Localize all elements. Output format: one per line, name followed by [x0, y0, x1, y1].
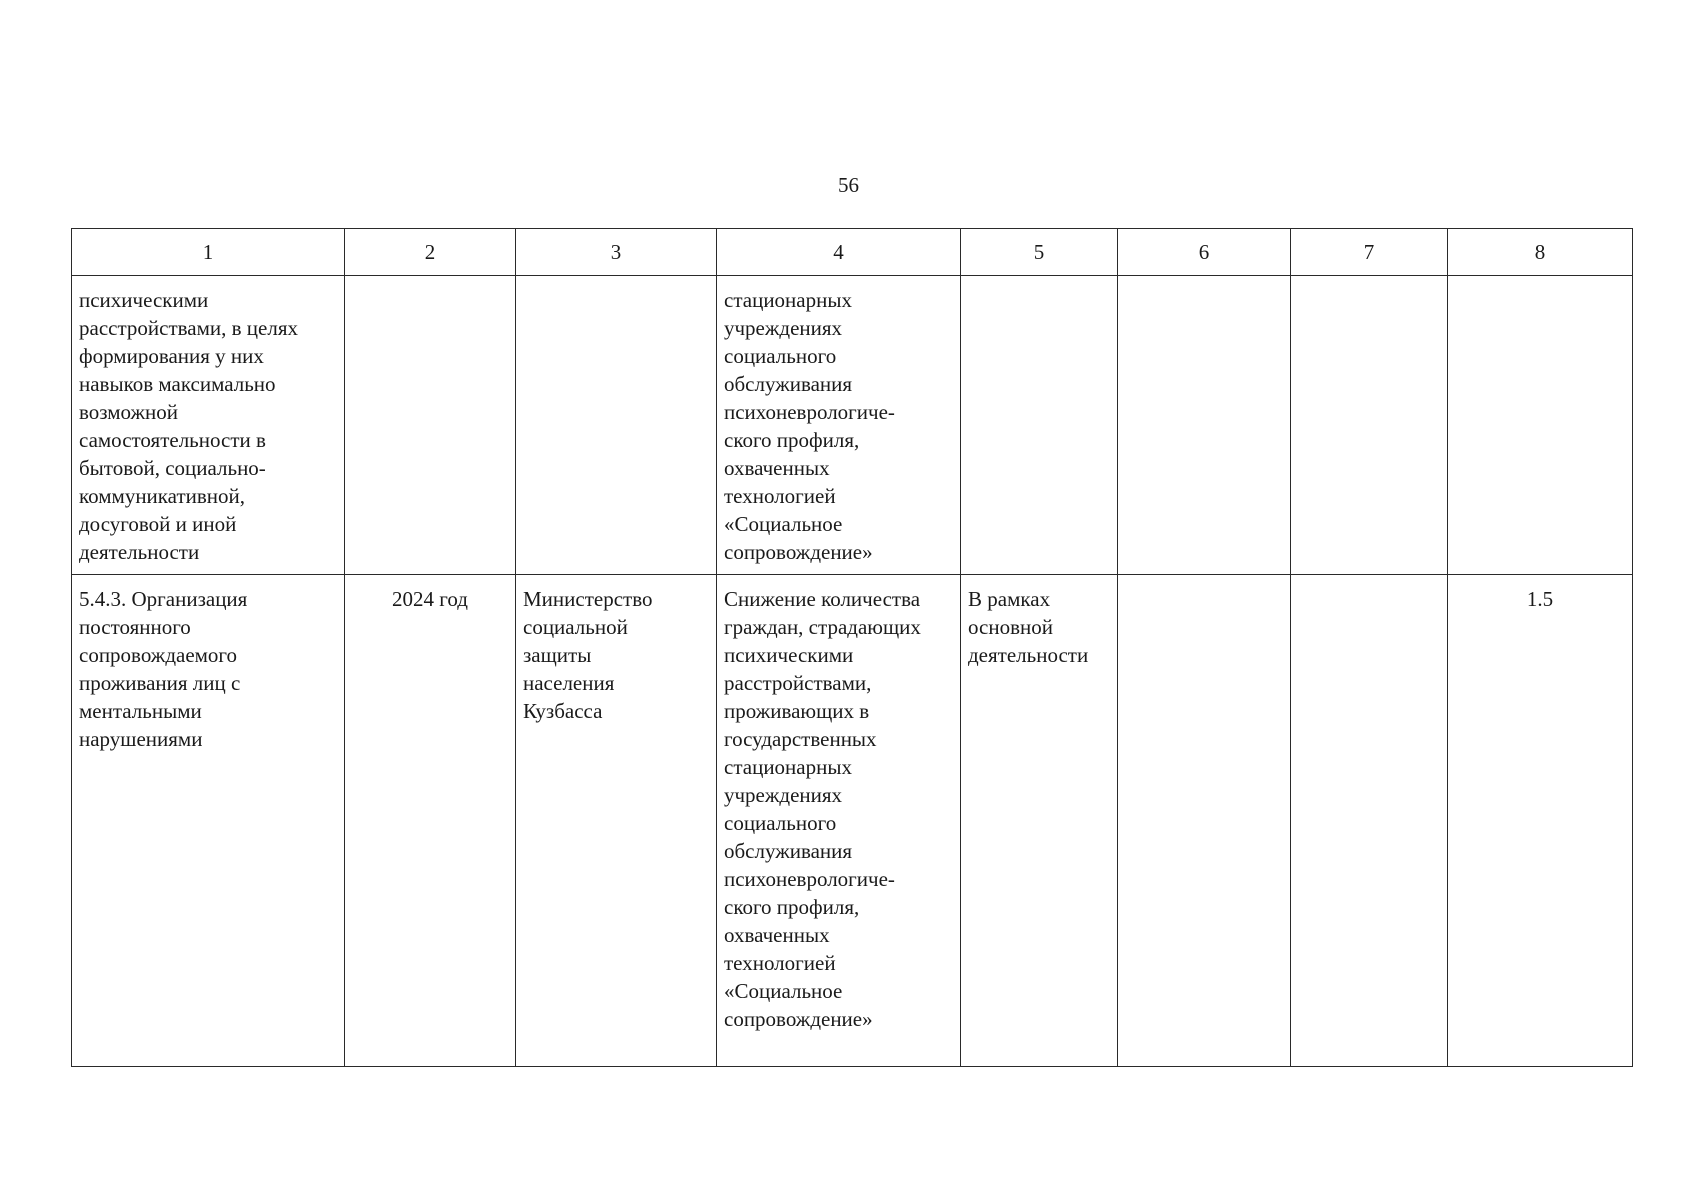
- row-1-result-cell: стационарных учреждениях социального обслуживания психоневрологиче- ского профиля, охваченных технологией «Социальное сопровождение»: [717, 276, 961, 575]
- row-1-term-cell: [345, 276, 516, 575]
- header-cell-5: 5: [961, 229, 1118, 276]
- header-cell-4: 4: [717, 229, 961, 276]
- row-2-col7-cell: [1291, 575, 1448, 1067]
- row-2-executor-cell: Министерство социальной защиты населения Кузбасса: [516, 575, 717, 1067]
- row-2-measure-cell: 5.4.3. Организация постоянного сопровождаемого проживания лиц с ментальными нарушениями: [72, 575, 345, 1067]
- measures-table: [71, 228, 1633, 1067]
- table-header-row: [72, 229, 1633, 276]
- row-2-term-cell: 2024 год: [345, 575, 516, 1067]
- table-row: [72, 276, 1633, 575]
- header-cell-8: 8: [1448, 229, 1633, 276]
- table-row: [72, 575, 1633, 1067]
- row-2-funding-cell: В рамках основной деятельности: [961, 575, 1118, 1067]
- header-cell-6: 6: [1118, 229, 1291, 276]
- header-cell-7: 7: [1291, 229, 1448, 276]
- row-2-col6-cell: [1118, 575, 1291, 1067]
- page-number: 56: [838, 173, 859, 197]
- header-cell-3: 3: [516, 229, 717, 276]
- row-2-col8-cell: 1.5: [1448, 575, 1633, 1067]
- row-2-result-cell: Снижение количества граждан, страдающих психическими расстройствами, проживающих в государственных стационарных учреждениях социального обслуживания психоневрологиче- ского профиля, охваченных технологией «Социальное сопровождение»: [717, 575, 961, 1067]
- row-1-col8-cell: [1448, 276, 1633, 575]
- header-cell-1: 1: [72, 229, 345, 276]
- row-1-col7-cell: [1291, 276, 1448, 575]
- row-1-measure-cell: психическими расстройствами, в целях формирования у них навыков максимально возможной самостоятельности в бытовой, социально- коммуникативной, досуговой и иной деятельности: [72, 276, 345, 575]
- header-cell-2: 2: [345, 229, 516, 276]
- row-1-funding-cell: [961, 276, 1118, 575]
- row-1-col6-cell: [1118, 276, 1291, 575]
- row-1-executor-cell: [516, 276, 717, 575]
